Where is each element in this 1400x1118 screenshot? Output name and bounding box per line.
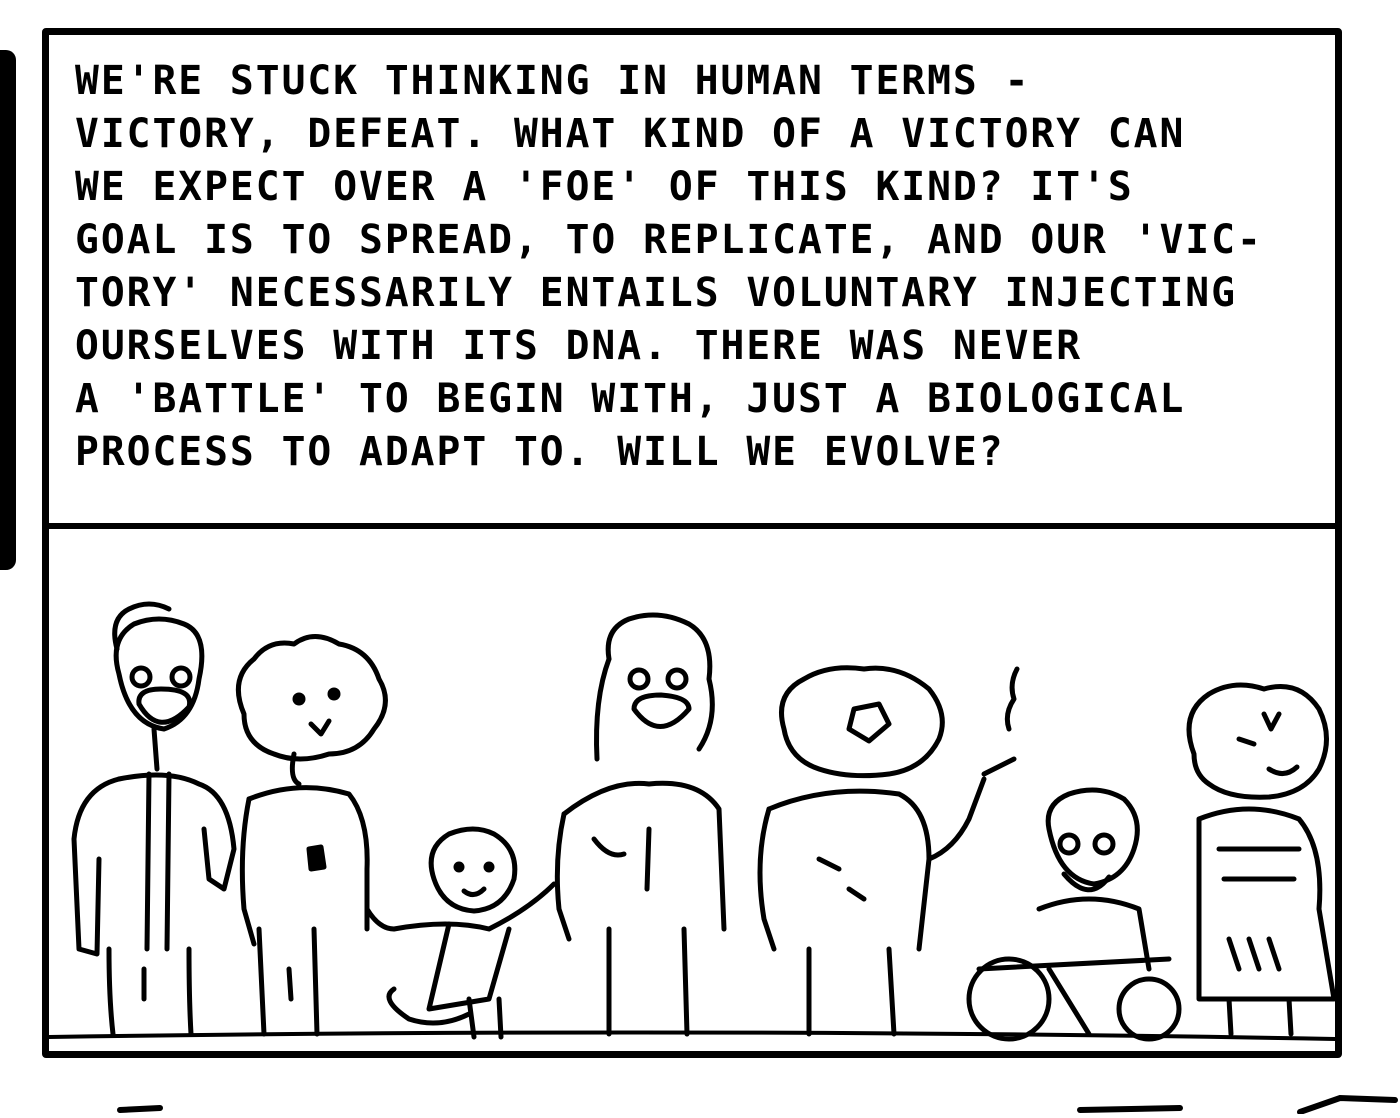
caption-line-5: TORY' NECESSARILY ENTAILS VOLUNTARY INJECTING xyxy=(75,270,1237,316)
caption-line-1: WE'RE STUCK THINKING IN HUMAN TERMS - xyxy=(75,58,1031,104)
figures-scene xyxy=(49,529,1335,1051)
caption-line-3: WE EXPECT OVER A 'FOE' OF THIS KIND? IT'S xyxy=(75,164,1134,210)
figure-fuzzy-head xyxy=(238,637,394,1035)
figure-wheelchair xyxy=(969,790,1179,1039)
figure-long-hair xyxy=(557,615,724,1034)
page-edge-mark xyxy=(0,50,16,570)
caption-line-2: VICTORY, DEFEAT. WHAT KIND OF A VICTORY CAN xyxy=(75,111,1186,157)
figures-illustration xyxy=(49,529,1335,1051)
comic-panel xyxy=(42,28,1342,1058)
caption-box xyxy=(49,35,1335,529)
next-panel-edge xyxy=(0,1088,1400,1114)
next-panel-marks xyxy=(0,1088,1400,1114)
caption-line-4: GOAL IS TO SPREAD, TO REPLICATE, AND OUR 'VIC- xyxy=(75,217,1263,263)
caption-line-8: PROCESS TO ADAPT TO. WILL WE EVOLVE? xyxy=(75,429,1005,475)
caption-line-7: A 'BATTLE' TO BEGIN WITH, JUST A BIOLOGICAL xyxy=(75,376,1186,422)
figure-dress xyxy=(1189,685,1334,1034)
figure-child xyxy=(389,829,554,1037)
figure-man-masked xyxy=(74,604,234,1034)
figure-smoker xyxy=(760,668,1017,1034)
caption-line-6: OURSELVES WITH ITS DNA. THERE WAS NEVER xyxy=(75,323,1083,369)
